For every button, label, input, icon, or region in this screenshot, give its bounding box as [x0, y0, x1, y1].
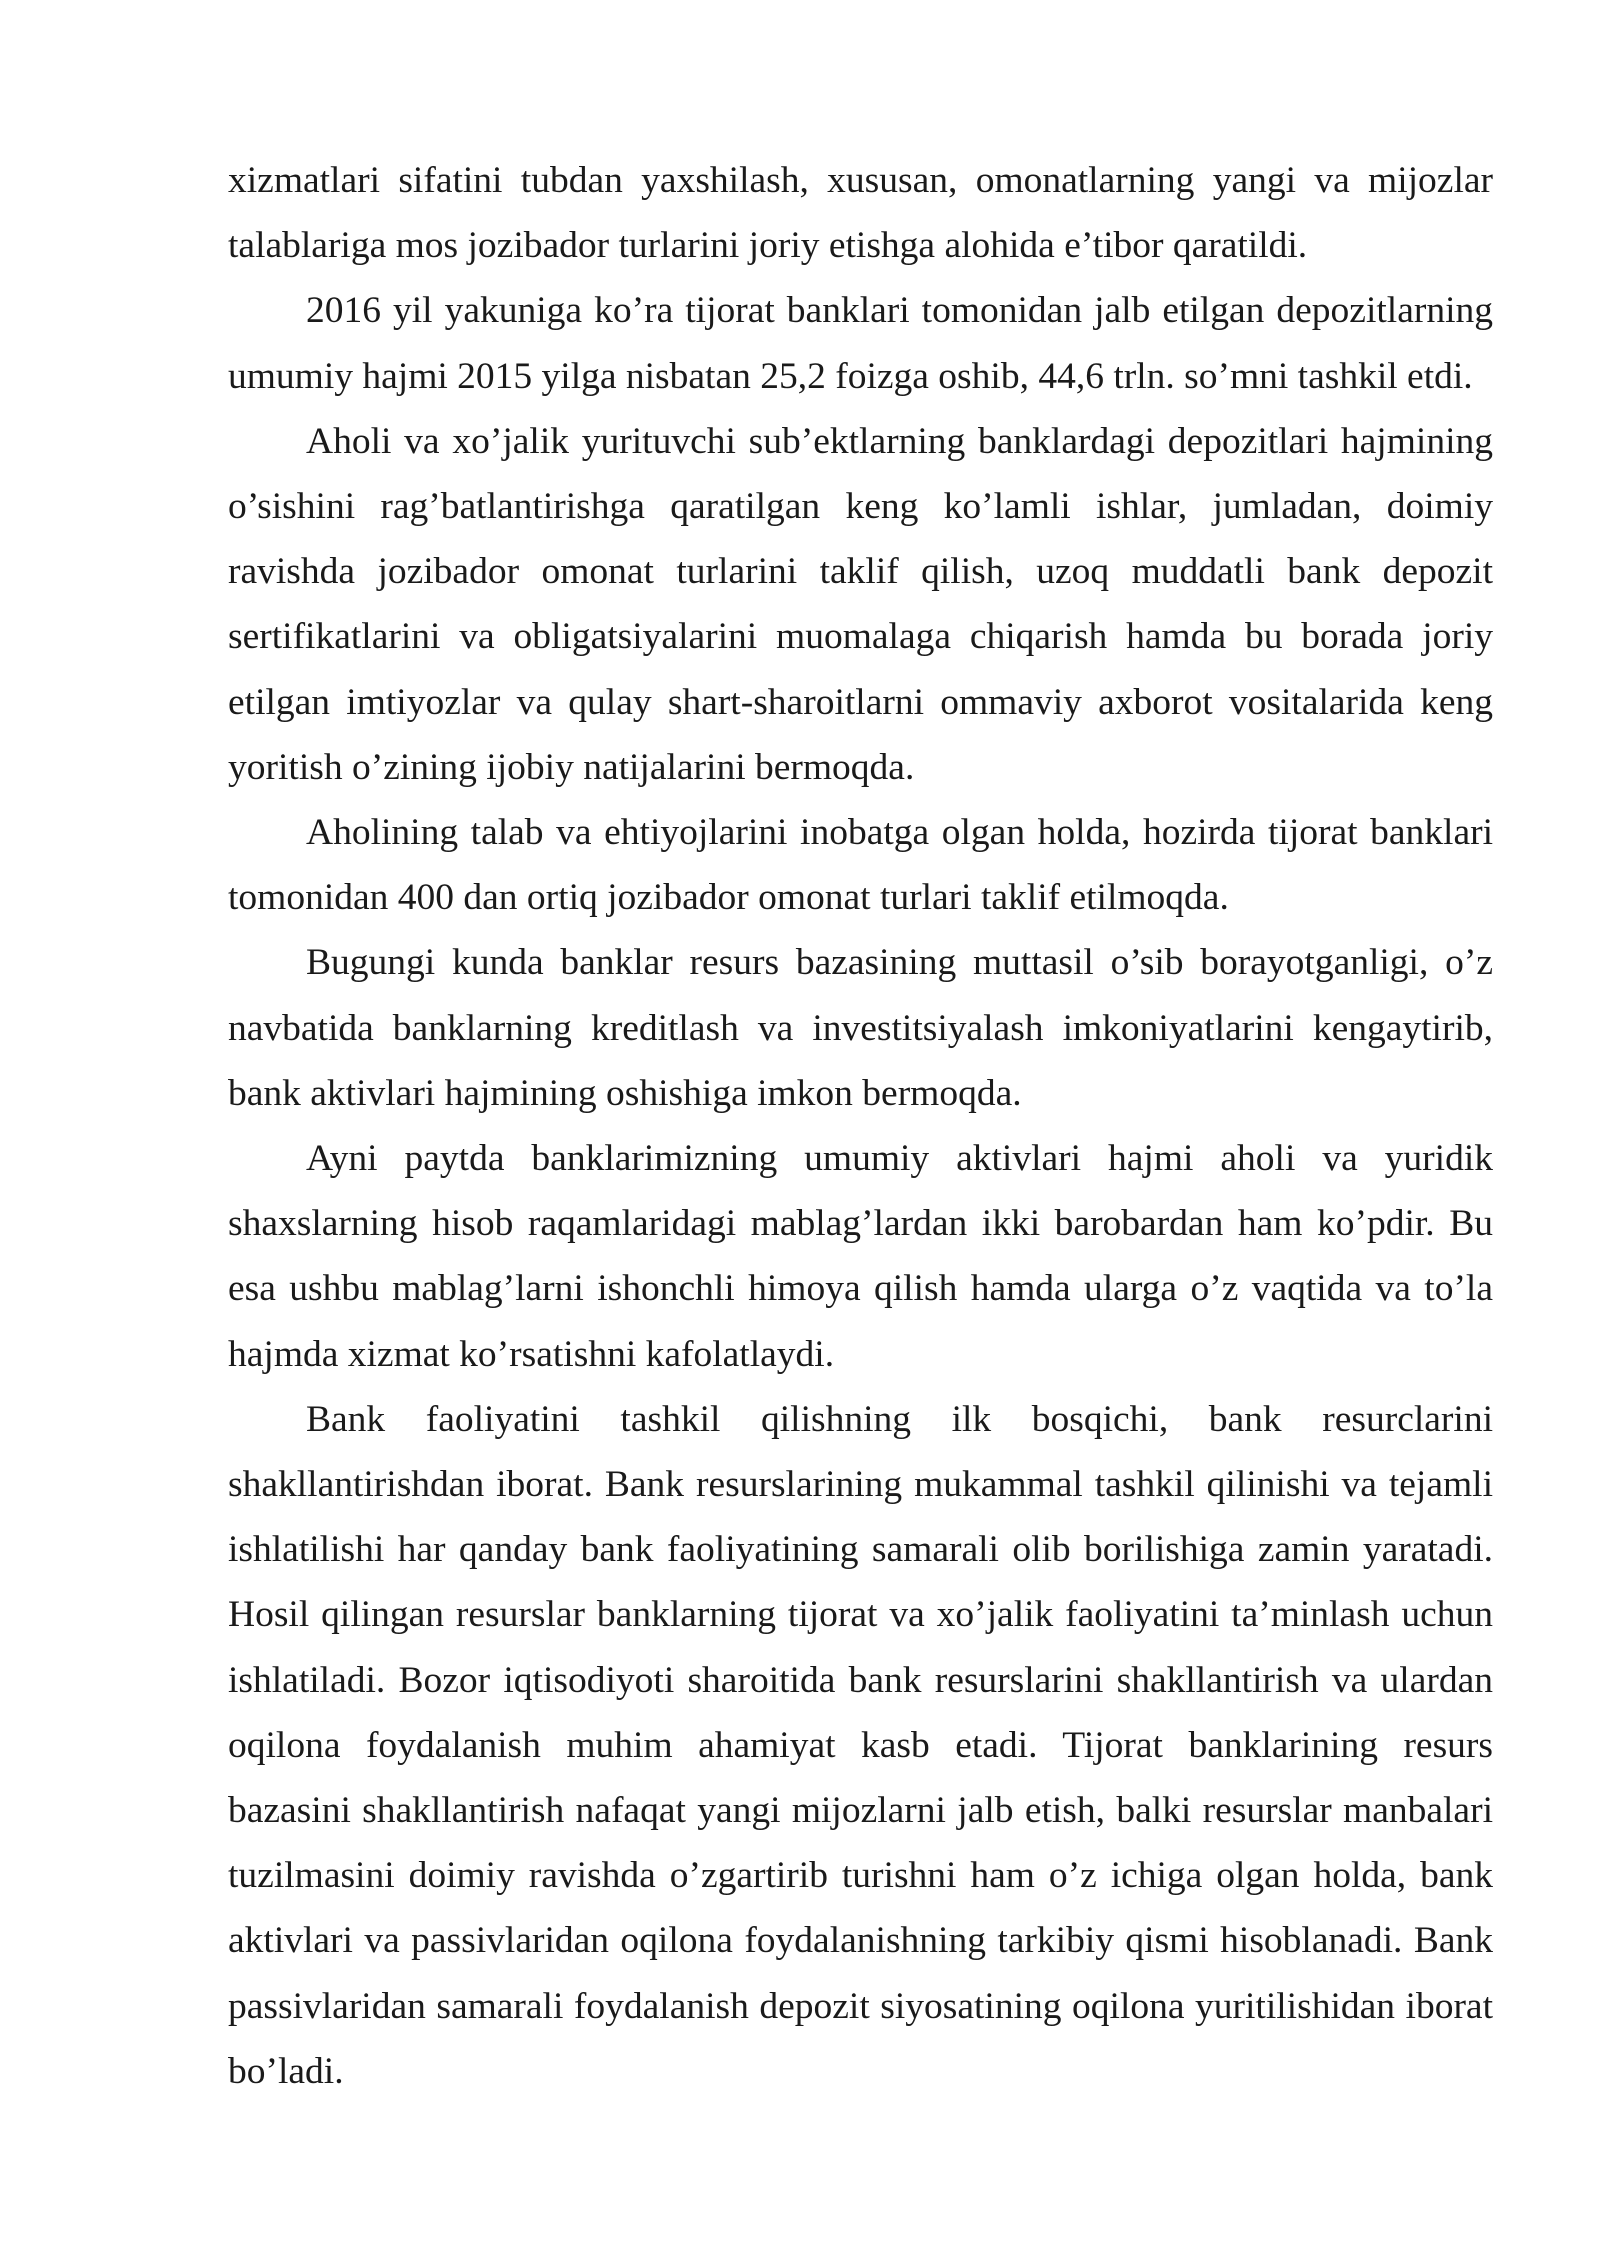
paragraph-5: Bugungi kunda banklar resurs bazasining muttasil o’sib borayotganligi, o’z navbatida banklarning kreditlash va investitsiyalash imkoniyatlarini kengaytirib, bank aktivlari hajmining oshishiga imkon bermoqda. [228, 942, 1493, 1114]
paragraph-1: xizmatlari sifatini tubdan yaxshilash, xususan, omonatlarning yangi va mijozlar talablariga mos jozibador turlarini joriy etishga alohida e’tibor qaratildi. [228, 160, 1493, 267]
paragraph-4: Aholining talab va ehtiyojlarini inobatga olgan holda, hozirda tijorat banklari tomonidan 400 dan ortiq jozibador omonat turlari taklif etilmoqda. [228, 812, 1493, 919]
paragraph-2: 2016 yil yakuniga ko’ra tijorat banklari tomonidan jalb etilgan depozitlarning umumiy hajmi 2015 yilga nisbatan 25,2 foizga oshib, 44,6 trln. so’mni tashkil etdi. [228, 290, 1493, 397]
paragraph-7: Bank faoliyatini tashkil qilishning ilk bosqichi, bank resurclarini shakllantirishdan iborat. Bank resurslarining mukammal tashkil qilinishi va tejamli ishlatilishi har qanday bank faoliyatining samarali olib borilishiga zamin yaratadi. Hosil qilingan resurslar banklarning tijorat va xo’jalik faoliyatini ta’minlash uchun ishlatiladi. Bozor iqtisodiyoti sharoitida bank resurslarini shakllantirish va ulardan oqilona foydalanish muhim ahamiyat kasb etadi. Tijorat banklarining resurs bazasini shakllantirish nafaqat yangi mijozlarni jalb etish, balki resurslar manbalari tuzilmasini doimiy ravishda o’zgartirib turishni ham o’z ichiga olgan holda, bank aktivlari va passivlaridan oqilona foydalanishning tarkibiy qismi hisoblanadi. Bank passivlaridan samarali foydalanish depozit siyosatining oqilona yuritilishidan iborat bo’ladi. [228, 1398, 1493, 2092]
document-page [228, 148, 1493, 2104]
paragraph-6: Ayni paytda banklarimizning umumiy aktivlari hajmi aholi va yuridik shaxslarning hisob raqamlaridagi mablag’lardan ikki barobardan ham ko’pdir. Bu esa ushbu mablag’larni ishonchli himoya qilish hamda ularga o’z vaqtida va to’la hajmda xizmat ko’rsatishni kafolatlaydi. [228, 1138, 1493, 1375]
paragraph-3: Aholi va xo’jalik yurituvchi sub’ektlarning banklardagi depozitlari hajmining o’sishini rag’batlantirishga qaratilgan keng ko’lamli ishlar, jumladan, doimiy ravishda jozibador omonat turlarini taklif qilish, uzoq muddatli bank depozit sertifikatlarini va obligatsiyalarini muomalaga chiqarish hamda bu borada joriy etilgan imtiyozlar va qulay shart-sharoitlarni ommaviy axborot vositalarida keng yoritish o’zining ijobiy natijalarini bermoqda. [228, 420, 1493, 788]
